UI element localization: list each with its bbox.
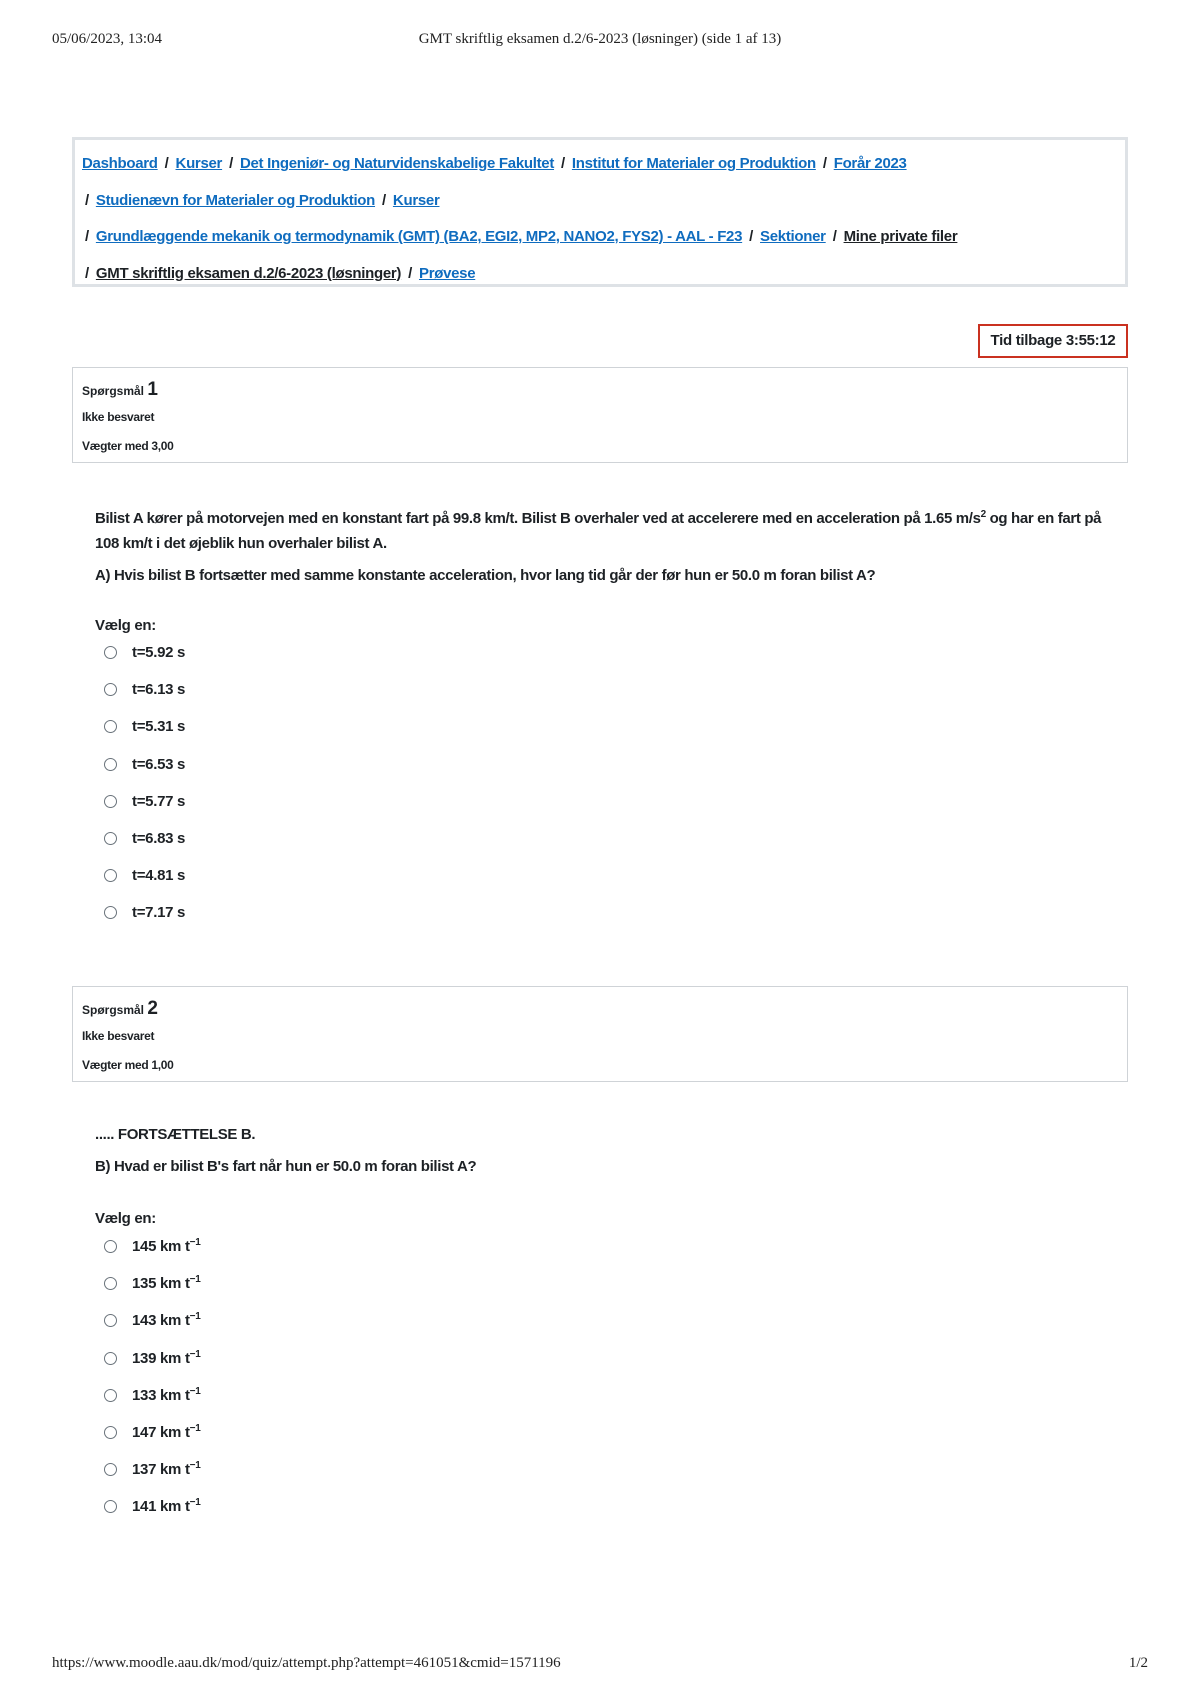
answer-value: 145: [132, 1238, 157, 1256]
answer-value: 135: [132, 1275, 157, 1293]
breadcrumb-item-quiz: GMT skriftlig eksamen d.2/6-2023 (løsninger): [95, 264, 402, 282]
breadcrumb-link-kurser-2[interactable]: Kurser: [392, 191, 440, 209]
answer-option[interactable]: [104, 1414, 200, 1451]
answer-option[interactable]: [104, 1488, 200, 1525]
question-label: Spørgsmål: [82, 384, 145, 398]
question-paragraph: [95, 506, 1105, 556]
breadcrumb-link-faculty[interactable]: Det Ingeniør- og Naturvidenskabelige Fakultet: [239, 155, 555, 172]
radio-button[interactable]: [104, 795, 117, 808]
answer-option[interactable]: [104, 746, 185, 783]
answer-label: t=6.53 s: [132, 755, 186, 773]
radio-button[interactable]: [104, 906, 117, 919]
superscript: 2: [980, 509, 986, 520]
print-url: https://www.moodle.aau.dk/mod/quiz/attempt.php?attempt=461051&cmid=1571196: [52, 1655, 561, 1671]
radio-button[interactable]: [104, 720, 117, 733]
radio-button[interactable]: [104, 1352, 117, 1365]
breadcrumb-line: [82, 186, 1118, 223]
answer-value: 133: [132, 1386, 157, 1404]
superscript: −1: [189, 1423, 201, 1435]
answer-unit: km t: [160, 1498, 190, 1516]
question-weight: Vægter med 3,00: [82, 439, 174, 453]
radio-button[interactable]: [104, 1463, 117, 1476]
answer-option[interactable]: [104, 783, 185, 820]
answer-label: t=7.17 s: [132, 904, 186, 922]
answer-unit: km t: [160, 1386, 190, 1404]
radio-button[interactable]: [104, 1389, 117, 1402]
question-text: [95, 506, 1105, 588]
breadcrumb-link-institute[interactable]: Institut for Materialer og Produktion: [571, 155, 816, 172]
answer-unit: km t: [160, 1275, 190, 1293]
answer-label: [132, 1312, 200, 1329]
radio-button[interactable]: [104, 1426, 117, 1439]
breadcrumb-line: [82, 259, 1118, 296]
answer-label: t=6.13 s: [132, 681, 186, 699]
print-page-number: 1/2: [1128, 1655, 1148, 1671]
answer-label: t=5.92 s: [132, 644, 186, 662]
breadcrumb-separator: /: [85, 264, 89, 282]
answer-unit: km t: [160, 1238, 190, 1256]
answer-label: [132, 1387, 200, 1404]
answer-option[interactable]: [104, 1377, 200, 1414]
breadcrumb-line: [82, 149, 1118, 186]
breadcrumb-item-private-files: Mine private filer: [843, 228, 958, 245]
radio-button[interactable]: [104, 832, 117, 845]
question-label: Spørgsmål: [82, 1003, 145, 1017]
answer-options: [104, 634, 185, 932]
radio-button[interactable]: [104, 1277, 117, 1290]
answer-unit: km t: [160, 1312, 190, 1330]
answer-label: t=4.81 s: [132, 867, 186, 885]
answer-label: [132, 1461, 200, 1478]
breadcrumb-line: [82, 222, 1118, 259]
breadcrumb-separator: /: [832, 228, 837, 245]
answer-prompt: Vælg en:: [95, 617, 156, 634]
radio-button[interactable]: [104, 1500, 117, 1513]
print-title: GMT skriftlig eksamen d.2/6-2023 (løsninger) (side 1 af 13): [418, 31, 782, 47]
breadcrumb-separator: /: [749, 228, 754, 245]
answer-prompt: Vælg en:: [95, 1210, 156, 1227]
answer-option[interactable]: [104, 634, 185, 671]
question-number: [82, 995, 1127, 1023]
superscript: −1: [189, 1497, 201, 1509]
answer-value: 139: [132, 1349, 157, 1367]
answer-options: [104, 1228, 200, 1526]
answer-label: t=6.83 s: [132, 830, 186, 848]
breadcrumb-separator: /: [85, 228, 89, 245]
question-info: [72, 367, 1128, 463]
answer-option[interactable]: [104, 894, 185, 931]
question-number-value: 1: [147, 379, 158, 400]
answer-label: [132, 1275, 200, 1292]
question-text-part: og har en fart på 108 km/t i det øjeblik hun overhaler bilist A.: [95, 510, 1102, 552]
question-status: Ikke besvaret: [82, 410, 155, 424]
radio-button[interactable]: [104, 646, 117, 659]
question-number-value: 2: [147, 998, 158, 1019]
question-text: [95, 1122, 1105, 1179]
answer-unit: km t: [160, 1461, 190, 1479]
answer-unit: km t: [160, 1349, 190, 1367]
answer-value: 141: [132, 1498, 157, 1516]
answer-option[interactable]: [104, 1340, 200, 1377]
breadcrumb-link-dashboard[interactable]: Dashboard: [82, 155, 158, 172]
answer-label: [132, 1238, 200, 1255]
superscript: −1: [189, 1311, 201, 1323]
radio-button[interactable]: [104, 683, 117, 696]
superscript: −1: [189, 1237, 201, 1249]
answer-option[interactable]: [104, 820, 185, 857]
breadcrumb-separator: /: [822, 155, 827, 172]
answer-label: [132, 1498, 200, 1515]
quiz-timer: Tid tilbage 3:55:12: [978, 324, 1128, 358]
breadcrumb-separator: /: [382, 191, 386, 209]
superscript: −1: [189, 1385, 201, 1397]
radio-button[interactable]: [104, 1240, 117, 1253]
answer-value: 147: [132, 1424, 157, 1442]
answer-value: 137: [132, 1461, 157, 1479]
breadcrumb-link-attempt[interactable]: Prøvese: [418, 264, 476, 282]
answer-option[interactable]: [104, 1228, 200, 1265]
answer-option[interactable]: [104, 671, 185, 708]
answer-value: 143: [132, 1312, 157, 1330]
radio-button[interactable]: [104, 758, 117, 771]
radio-button[interactable]: [104, 1314, 117, 1327]
question-status: Ikke besvaret: [82, 1029, 155, 1043]
superscript: −1: [189, 1348, 201, 1360]
superscript: −1: [189, 1460, 201, 1472]
breadcrumb-link-course[interactable]: Grundlæggende mekanik og termodynamik (GMT) (BA2, EGI2, MP2, NANO2, FYS2) - AAL - F23: [95, 228, 743, 245]
answer-option[interactable]: [104, 1451, 200, 1488]
answer-option[interactable]: [104, 857, 185, 894]
question-paragraph: ..... FORTSÆTTELSE B.: [95, 1126, 256, 1143]
answer-label: [132, 1350, 200, 1367]
question-number: [82, 376, 1127, 404]
breadcrumb-link-study-board[interactable]: Studienævn for Materialer og Produktion: [95, 191, 376, 209]
question-weight: Vægter med 1,00: [82, 1058, 174, 1072]
breadcrumb: [72, 137, 1128, 287]
breadcrumb-separator: /: [85, 191, 89, 209]
question-info: [72, 986, 1128, 1082]
answer-option[interactable]: [104, 708, 185, 745]
breadcrumb-separator: /: [561, 155, 565, 172]
print-datetime: 05/06/2023, 13:04: [52, 31, 163, 47]
question-paragraph: B) Hvad er bilist B's fart når hun er 50.0 m foran bilist A?: [95, 1158, 477, 1175]
radio-button[interactable]: [104, 869, 117, 882]
answer-label: t=5.77 s: [132, 792, 186, 810]
superscript: −1: [189, 1274, 201, 1286]
breadcrumb-separator: /: [229, 155, 233, 172]
question-paragraph: A) Hvis bilist B fortsætter med samme konstante acceleration, hvor lang tid går der før hun er 50.0 m foran bilist A?: [95, 567, 876, 584]
breadcrumb-link-kurser[interactable]: Kurser: [175, 155, 223, 172]
answer-option[interactable]: [104, 1265, 200, 1302]
breadcrumb-link-sections[interactable]: Sektioner: [760, 228, 826, 245]
answer-label: t=5.31 s: [132, 718, 186, 736]
breadcrumb-separator: /: [164, 155, 169, 172]
breadcrumb-separator: /: [408, 264, 412, 282]
breadcrumb-link-semester[interactable]: Forår 2023: [833, 155, 907, 172]
answer-label: [132, 1424, 200, 1441]
answer-option[interactable]: [104, 1302, 200, 1339]
answer-unit: km t: [160, 1424, 190, 1442]
question-text-part: Bilist A kører på motorvejen med en konstant fart på 99.8 km/t. Bilist B overhaler ved at accelerere med en acceleration på 1.65 m/s: [95, 510, 981, 527]
